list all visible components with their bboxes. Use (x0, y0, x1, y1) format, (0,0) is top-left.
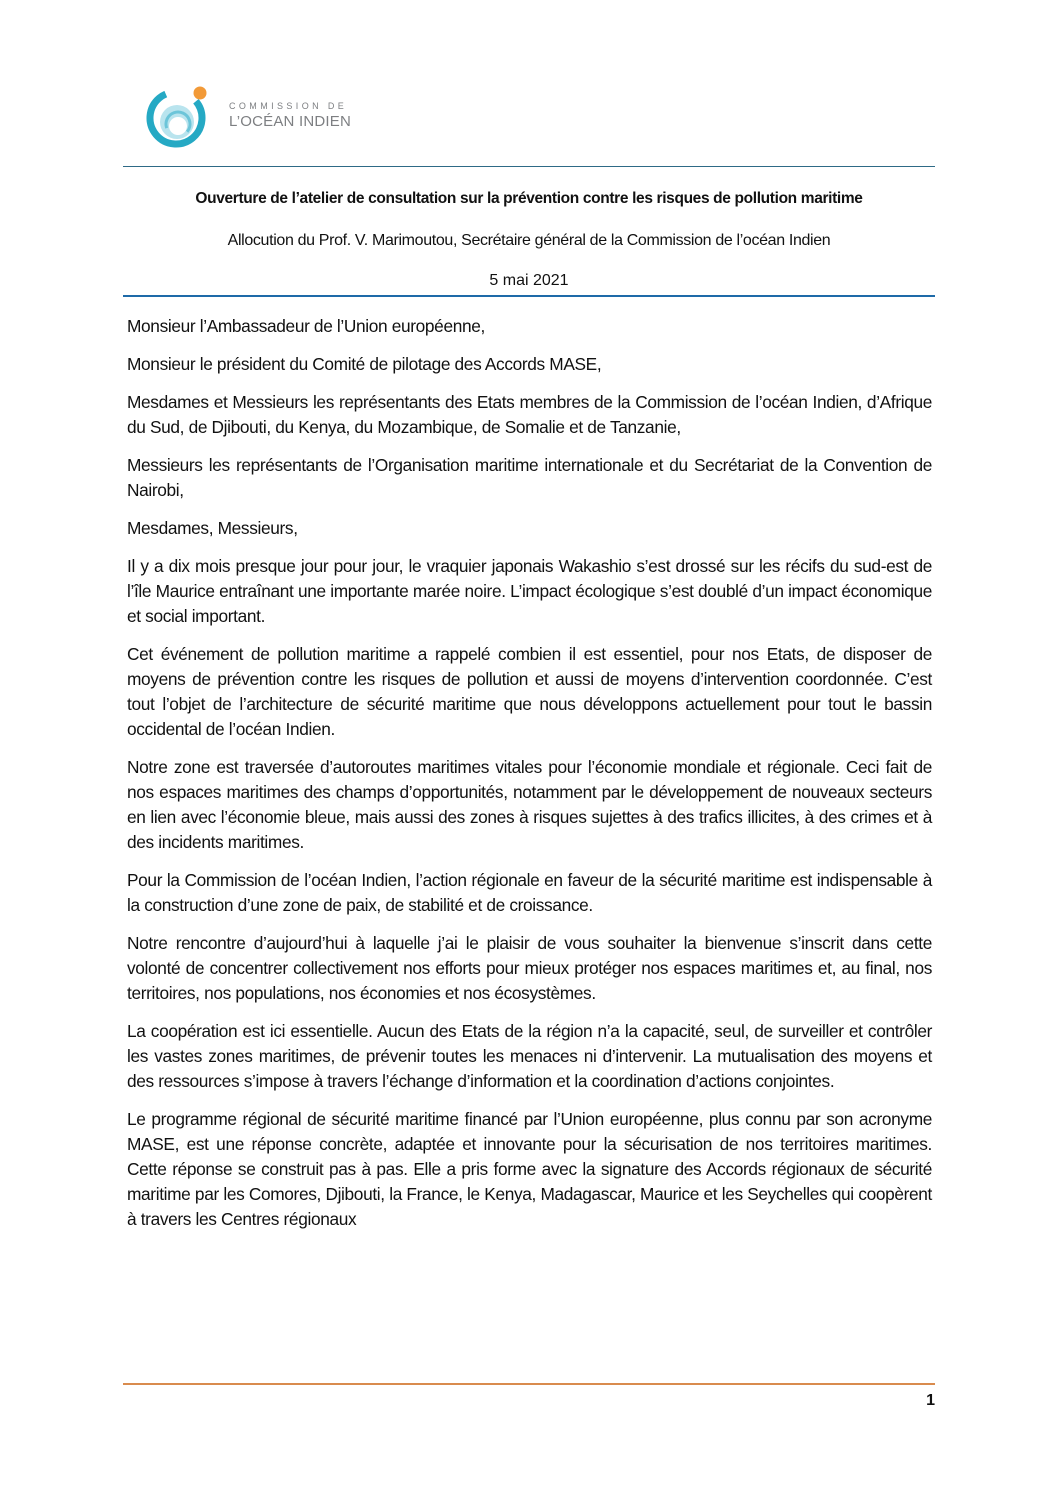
body-paragraph: Pour la Commission de l’océan Indien, l’action régionale en faveur de la sécurité maritime est indispensable à la construction d’une zone de paix, de stabilité et de croissance. (127, 870, 932, 915)
salutation-general: Mesdames, Messieurs, (127, 518, 298, 538)
salutation-organisations: Messieurs les représentants de l’Organisation maritime internationale et du Secrétariat de la Convention de Nairobi, (127, 455, 932, 500)
logo-wordmark (229, 102, 351, 129)
body-paragraph: Cet événement de pollution maritime a rappelé combien il est essentiel, pour nos Etats, de disposer de moyens de prévention contre les risques de pollution et aussi de moyens d’intervention coordonnée. C’est tout l’objet de l’architecture de sécurité maritime que nous développons actuellement pour tout le bassin occidental de l’océan Indien. (127, 644, 932, 739)
logo-line-2: L’OCÉAN INDIEN (229, 112, 351, 130)
body-paragraph: Il y a dix mois presque jour pour jour, le vraquier japonais Wakashio s’est drossé sur les récifs du sud-est de l’île Maurice entraînant une importante marée noire. L’impact écologique s’est doublé d’un impact économique et social important. (127, 556, 932, 626)
header-top-divider (123, 166, 935, 167)
salutation-ambassador: Monsieur l’Ambassadeur de l’Union européenne, (127, 316, 485, 336)
coi-circular-logo-icon (145, 82, 211, 148)
footer-divider (123, 1383, 935, 1385)
document-subtitle: Allocution du Prof. V. Marimoutou, Secrétaire général de la Commission de l’océan Indien (227, 232, 831, 249)
document-body (127, 314, 932, 1245)
logo-line-1: COMMISSION DE (229, 100, 348, 111)
document-date: 5 mai 2021 (489, 272, 569, 289)
body-paragraph: Notre zone est traversée d’autoroutes maritimes vitales pour l’économie mondiale et régionale. Ceci fait de nos espaces maritimes des champs d’opportunités, notamment par le développement de nouveaux secteurs en lien avec l’économie bleue, mais aussi des zones à risques sujettes à des trafics illicites, à des crimes et à des incidents maritimes. (127, 757, 932, 852)
header-bottom-divider (123, 295, 935, 297)
page-number: 1 (926, 1392, 935, 1409)
body-paragraph: La coopération est ici essentielle. Aucun des Etats de la région n’a la capacité, seul, de surveiller et contrôler les vastes zones maritimes, de prévenir toutes les menaces ni d’intervenir. La mutualisation des moyens et des ressources s’impose à travers l’échange d’information et la coordination d’actions conjointes. (127, 1021, 932, 1091)
organization-logo (145, 82, 351, 148)
body-paragraph: Notre rencontre d’aujourd’hui à laquelle j’ai le plaisir de vous souhaiter la bienvenue s’inscrit dans cette volonté de concentrer collectivement nos efforts pour mieux protéger nos espaces maritimes et, au final, nos territoires, nos populations, nos économies et nos écosystèmes. (127, 933, 932, 1003)
salutation-representatives: Mesdames et Messieurs les représentants des Etats membres de la Commission de l’océan Indien, d’Afrique du Sud, de Djibouti, du Kenya, du Mozambique, de Somalie et de Tanzanie, (127, 392, 932, 437)
salutation-president: Monsieur le président du Comité de pilotage des Accords MASE, (127, 354, 602, 374)
document-title: Ouverture de l’atelier de consultation sur la prévention contre les risques de pollution maritime (195, 190, 863, 207)
body-paragraph: Le programme régional de sécurité maritime financé par l’Union européenne, plus connu par son acronyme MASE, est une réponse concrète, adaptée et innovante pour la sécurisation de nos territoires maritimes. Cette réponse se construit pas à pas. Elle a pris forme avec la signature des Accords régionaux de sécurité maritime par les Comores, Djibouti, la France, le Kenya, Madagascar, Maurice et les Seychelles qui coopèrent à travers les Centres régionaux (127, 1109, 932, 1229)
